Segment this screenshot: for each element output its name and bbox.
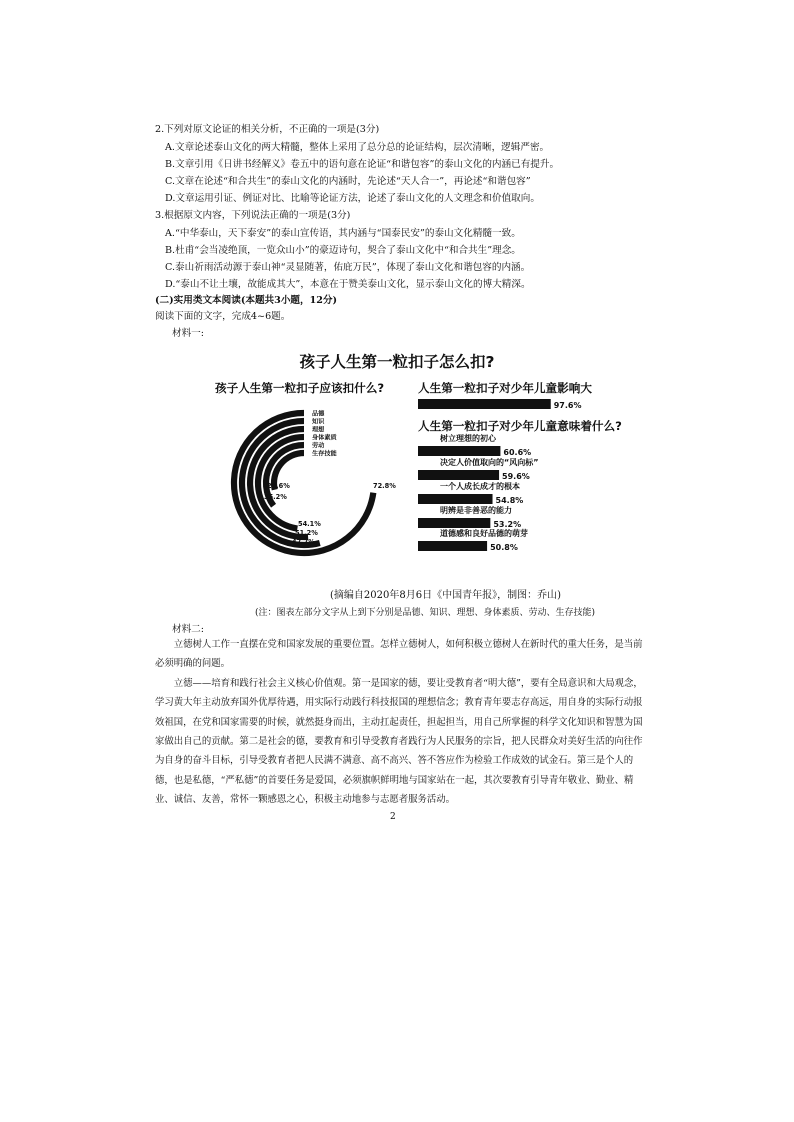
material-2-label: 材料二: xyxy=(172,624,205,635)
question-2-option-b: B.文章引用《日讲书经解义》卷五中的语句意在论证“和谐包容”的泰山文化的内涵已有提升。 xyxy=(165,159,560,170)
question-3-option-a: A.“中华泰山，天下泰安”的泰山宣传语，其内涵与“国泰民安”的泰山文化精髓一致。 xyxy=(165,228,521,239)
material-2-paragraph: 立德树人工作一直摆在党和国家发展的重要位置。怎样立德树人，如何积极立德树人在新时代的重大任务，是当前必须明确的问题。 xyxy=(155,639,643,670)
question-3-option-c: C.泰山祈雨活动源于泰山神“灵显随著，佑庇万民”，体现了泰山文化和谐包容的内涵。 xyxy=(165,262,531,273)
radial-category-label: 知识 xyxy=(312,418,325,426)
question-2-option-a: A.文章论述泰山文化的两大精髓，整体上采用了总分总的论证结构，层次清晰，逻辑严密。 xyxy=(165,142,550,153)
chart-note: (注：图表左部分文字从上到下分别是品德、知识、理想、身体素质、劳动、生存技能) xyxy=(255,608,596,618)
meaning-category-label: 道德感和良好品德的萌芽 xyxy=(440,529,528,538)
radial-category-label: 生存技能 xyxy=(312,450,337,458)
radial-arc xyxy=(274,453,304,490)
radial-value-label: 47.7% xyxy=(292,538,315,546)
impact-value-label: 97.6% xyxy=(553,401,582,410)
radial-arc xyxy=(258,437,304,529)
radial-arc xyxy=(242,421,320,545)
radial-arc xyxy=(234,413,373,553)
question-2-option-d: D.文章运用引证、例证对比、比喻等论证方法，论述了泰山文化的人文理念和价值取向。 xyxy=(165,193,540,204)
radial-category-label: 劳动 xyxy=(312,442,325,450)
chart-source-caption: (摘编自2020年8月6日《中国青年报》，制图：乔山) xyxy=(330,590,561,601)
chart-main-title: 孩子人生第一粒扣子怎么扣? xyxy=(299,353,495,371)
section-instruction: 阅读下面的文字，完成4~6题。 xyxy=(155,311,291,322)
question-2-stem: 2.下列对原文论证的相关分析，不正确的一项是(3分) xyxy=(155,124,380,135)
impact-bar xyxy=(418,399,551,409)
radial-arc xyxy=(250,429,308,537)
radial-value-label: 35.2% xyxy=(264,493,287,501)
meaning-value-label: 53.2% xyxy=(493,520,522,529)
question-3-stem: 3.根据原文内容，下列说法正确的一项是(3分) xyxy=(155,210,351,221)
meaning-category-label: 树立理想的初心 xyxy=(440,434,496,443)
meaning-bar xyxy=(418,446,500,456)
meaning-category-label: 决定人价值取向的“风向标” xyxy=(440,458,539,467)
radial-category-label: 品德 xyxy=(312,410,325,418)
meaning-value-label: 59.6% xyxy=(502,472,530,481)
meaning-chart-title: 人生第一粒扣子对少年儿童意味着什么? xyxy=(418,419,622,433)
material-2-paragraph: 立德——培育和践行社会主义核心价值观。第一是国家的德，要让受教育者“明大德”，要有全局意识和大局观念，学习黄大年主动放弃国外优厚待遇，用实际行动践行科技报国的理想信念；教育青年要志存高远，用自身的实际行动报效祖国，在党和国家需要的时候，就然挺身而出，主动扛起责任，担起担当，用自己所掌握的科学文化知识和智慧为国家做出自己的贡献。第二是社会的德，要教育和引导受教育者践行为人民服务的宗旨，把人民群众对美好生活的向往作为自身的奋斗目标，引导受教育者把人民满不满意、高不高兴、答不答应作为检验工作成效的试金石。第三是个人的德，也是私德，“严私德”的首要任务是爱国，必须旗帜鲜明地与国家站在一起，其次要教育引导青年敬业、勤业、精业、诚信、友善，常怀一颗感恩之心，积极主动地参与志愿者服务活动。 xyxy=(155,677,643,806)
meaning-value-label: 60.6% xyxy=(503,448,532,457)
radial-category-label: 理想 xyxy=(312,426,325,434)
radial-value-label: 51.2% xyxy=(295,529,318,537)
meaning-value-label: 54.8% xyxy=(495,496,524,505)
radial-value-label: 72.8% xyxy=(373,482,396,490)
meaning-bar xyxy=(418,470,499,480)
question-3-option-d: D.“泰山不让土壤，故能成其大”，本意在于赞美泰山文化，显示泰山文化的博大精深。 xyxy=(165,279,531,290)
material-2-body xyxy=(155,635,645,810)
radial-arc xyxy=(266,445,304,506)
meaning-bar xyxy=(418,518,490,528)
meaning-category-label: 明辨是非善恶的能力 xyxy=(440,506,512,515)
radial-value-label: 54.1% xyxy=(298,520,321,528)
question-2-option-c: C.文章在论述“和合共生”的泰山文化的内涵时，先论述“天人合一”，再论述“和谐包容” xyxy=(165,176,531,187)
section-heading: (二)实用类文本阅读(本题共3小题，12分) xyxy=(155,295,338,306)
meaning-category-label: 一个人成长成才的根本 xyxy=(440,482,520,491)
meaning-bar xyxy=(418,541,487,551)
question-3-option-b: B.杜甫“会当凌绝顶，一览众山小”的豪迈诗句，契合了泰山文化中“和合共生”理念。 xyxy=(165,245,521,256)
radial-chart-title: 孩子人生第一粒扣子应该扣什么? xyxy=(215,381,385,395)
meaning-value-label: 50.8% xyxy=(490,543,518,552)
material-1-label: 材料一: xyxy=(172,328,205,339)
radial-value-label: 28.6% xyxy=(267,482,290,490)
meaning-bar xyxy=(418,494,493,504)
impact-chart-title: 人生第一粒扣子对少年儿童影响大 xyxy=(418,381,592,395)
page-number: 2 xyxy=(390,812,396,822)
radial-category-label: 身体素质 xyxy=(312,434,337,442)
